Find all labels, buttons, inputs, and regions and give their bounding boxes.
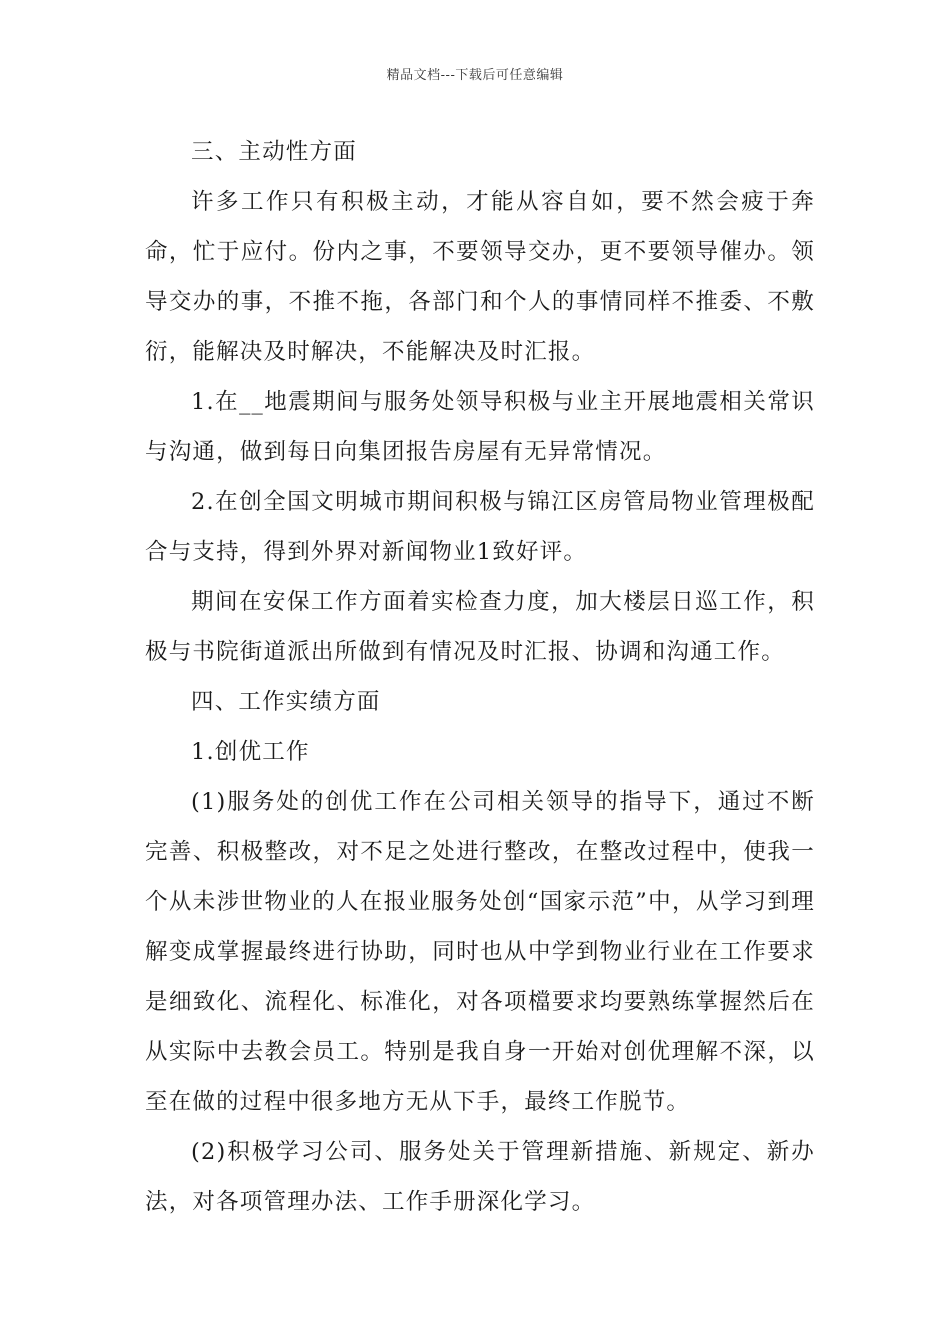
section-heading-initiative: 三、主动性方面 <box>191 139 357 165</box>
paragraph-civilized-city-item: 2.在创全国文明城市期间积极与锦江区房管局物业管理极配合与支持，得到外界对新闻物业1致好评。 <box>145 489 815 565</box>
paragraph-security-work: 期间在安保工作方面着实检查力度，加大楼层日巡工作，积极与书院街道派出所做到有情况及时汇报、协调和沟通工作。 <box>145 589 815 665</box>
subheading-excellence-work: 1.创优工作 <box>191 739 310 765</box>
paragraph-excellence-detail-1: (1)服务处的创优工作在公司相关领导的指导下，通过不断完善、积极整改，对不足之处进行整改，在整改过程中，使我一个从未涉世物业的人在报业服务处创“国家示范”中，从学习到理解变成掌握最终进行协助，同时也从中学到物业行业在工作要求是细致化、流程化、标准化，对各项檔要求均要熟练掌握然后在从实际中去教会员工。特别是我自身一开始对创优理解不深，以至在做的过程中很多地方无从下手，最终工作脱节。 <box>145 789 815 1115</box>
page-header: 精品文档---下载后可任意编辑 <box>386 68 564 83</box>
section-heading-achievements: 四、工作实绩方面 <box>191 689 381 715</box>
paragraph-excellence-detail-2: (2)积极学习公司、服务处关于管理新措施、新规定、新办法，对各项管理办法、工作手册深化学习。 <box>145 1139 815 1215</box>
paragraph-initiative-intro: 许多工作只有积极主动，才能从容自如，要不然会疲于奔命，忙于应付。份内之事，不要领导交办，更不要领导催办。领导交办的事，不推不拖，各部门和个人的事情同样不推委、不敷衍，能解决及时解决，不能解决及时汇报。 <box>145 189 815 365</box>
paragraph-earthquake-item: 1.在__地震期间与服务处领导积极与业主开展地震相关常识与沟通，做到每日向集团报告房屋有无异常情况。 <box>145 389 815 465</box>
document-body <box>145 127 815 1227</box>
